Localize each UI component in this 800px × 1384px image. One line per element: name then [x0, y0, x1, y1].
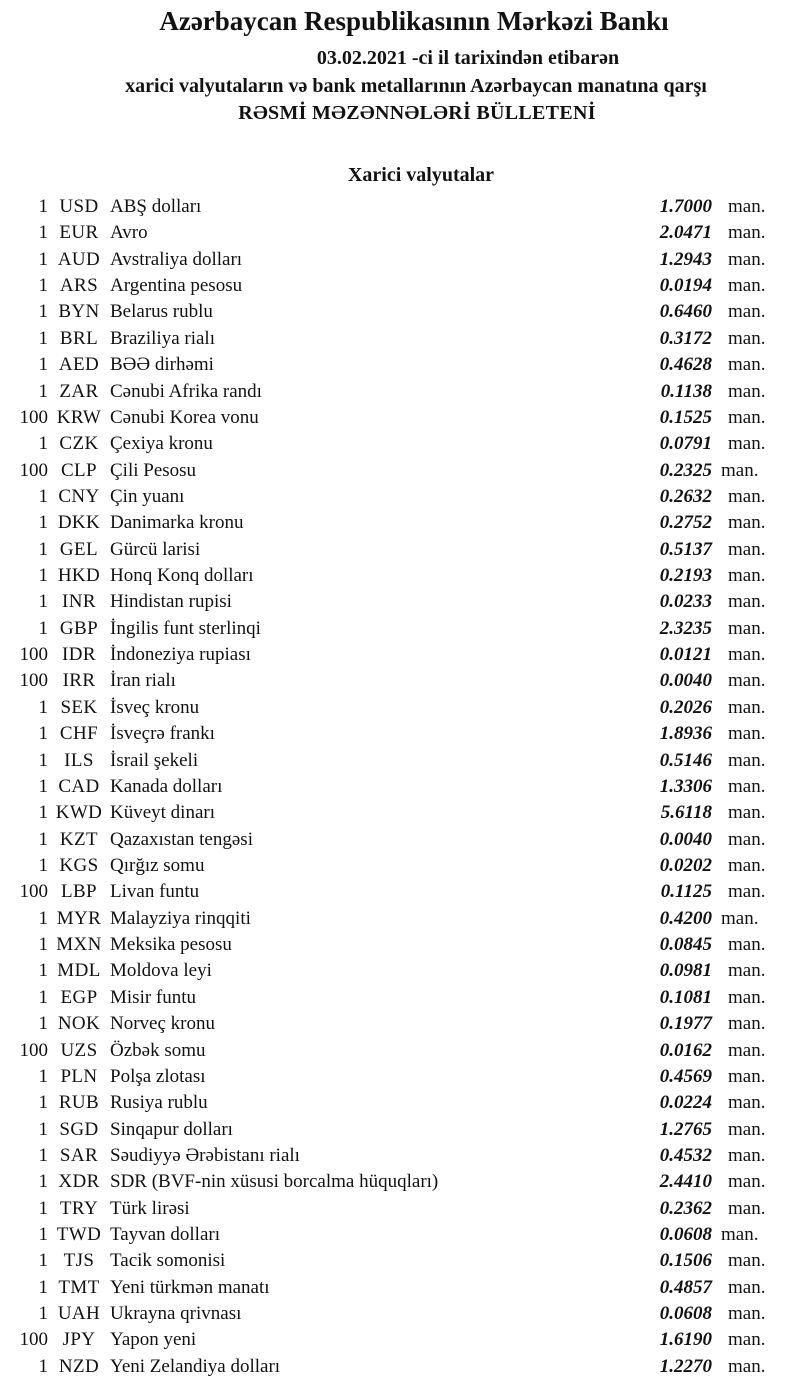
rate-cell: 0.2362 — [659, 1197, 712, 1219]
table-row — [0, 484, 771, 510]
unit-cell: man. — [728, 1303, 766, 1325]
unit-cell: man. — [728, 802, 766, 824]
unit-cell: man. — [721, 1224, 759, 1246]
table-row — [0, 906, 771, 932]
quantity-cell: 1 — [38, 222, 48, 244]
quantity-cell: 1 — [38, 275, 48, 297]
bulletin-header — [0, 0, 800, 127]
table-row — [0, 1011, 771, 1037]
quantity-cell: 1 — [38, 380, 48, 402]
quantity-cell: 1 — [38, 1013, 48, 1035]
unit-cell: man. — [728, 617, 766, 639]
quantity-cell: 100 — [19, 1039, 48, 1061]
currency-code-cell: BRL — [59, 327, 99, 349]
rate-cell: 0.0040 — [659, 828, 712, 850]
currency-name-cell: Çin yuanı — [110, 485, 185, 507]
rate-cell: 0.5146 — [659, 749, 712, 771]
currency-name-cell: Səudiyyə Ərəbistanı rialı — [110, 1144, 300, 1166]
unit-cell: man. — [728, 248, 766, 270]
currency-name-cell: Tayvan dolları — [110, 1224, 220, 1246]
unit-cell: man. — [728, 1355, 766, 1377]
unit-cell: man. — [728, 854, 766, 876]
unit-cell: man. — [728, 644, 766, 666]
quantity-cell: 1 — [38, 775, 48, 797]
currency-code-cell: EGP — [60, 986, 98, 1008]
table-row — [0, 985, 771, 1011]
table-row — [0, 458, 771, 484]
unit-cell: man. — [728, 1065, 766, 1087]
currency-code-cell: SAR — [59, 1144, 99, 1166]
unit-cell: man. — [728, 196, 766, 217]
table-row — [0, 1090, 771, 1116]
currency-name-cell: BƏƏ dirhəmi — [110, 354, 214, 376]
unit-cell: man. — [728, 749, 766, 771]
currency-name-cell: Avstraliya dolları — [110, 248, 243, 270]
unit-cell: man. — [728, 1276, 766, 1298]
quantity-cell: 1 — [38, 1224, 48, 1246]
unit-cell: man. — [728, 1118, 766, 1140]
currency-name-cell: Honq Konq dolları — [110, 565, 254, 587]
unit-cell: man. — [728, 670, 766, 692]
currency-code-cell: TWD — [56, 1224, 102, 1246]
currency-code-cell: AUD — [57, 248, 101, 270]
currency-code-cell: EUR — [59, 222, 99, 244]
table-row — [0, 1117, 771, 1143]
rate-cell: 0.4200 — [659, 907, 712, 929]
quantity-cell: 1 — [38, 854, 48, 876]
rate-cell: 0.0224 — [659, 1092, 712, 1114]
unit-cell: man. — [728, 512, 766, 534]
rate-cell: 0.6460 — [659, 301, 712, 323]
currency-name-cell: ABŞ dolları — [110, 196, 202, 217]
unit-cell: man. — [728, 934, 766, 956]
table-row — [0, 1143, 771, 1169]
currency-name-cell: Çili Pesosu — [110, 459, 197, 481]
currency-table — [0, 194, 800, 1380]
table-row — [0, 589, 771, 615]
rate-cell: 0.5137 — [659, 538, 712, 560]
currency-name-cell: Argentina pesosu — [110, 275, 243, 297]
quantity-cell: 1 — [38, 1303, 48, 1325]
currency-name-cell: Yapon yeni — [110, 1329, 197, 1351]
currency-name-cell: Cənubi Korea vonu — [110, 406, 259, 428]
quantity-cell: 1 — [38, 1092, 48, 1114]
currency-code-cell: TJS — [63, 1250, 95, 1272]
rate-cell: 2.0471 — [659, 222, 712, 244]
unit-cell: man. — [728, 1092, 766, 1114]
table-row — [0, 431, 771, 457]
table-row — [0, 1354, 771, 1380]
quantity-cell: 1 — [38, 723, 48, 745]
currency-name-cell: Sinqapur dolları — [110, 1118, 233, 1140]
table-row — [0, 1248, 771, 1274]
quantity-cell: 1 — [38, 617, 48, 639]
quantity-cell: 1 — [38, 907, 48, 929]
quantity-cell: 1 — [38, 196, 48, 217]
rate-cell: 0.0194 — [659, 275, 712, 297]
effective-date-line: 03.02.2021 -ci il tarixindən etibarən — [316, 47, 620, 69]
table-row — [0, 695, 771, 721]
unit-cell: man. — [721, 459, 759, 481]
currency-code-cell: UAH — [57, 1303, 101, 1325]
rate-cell: 0.4857 — [659, 1276, 712, 1298]
currency-name-cell: Çexiya kronu — [110, 433, 213, 455]
unit-cell: man. — [728, 380, 766, 402]
unit-cell: man. — [728, 986, 766, 1008]
quantity-cell: 1 — [38, 802, 48, 824]
currency-code-cell: GBP — [59, 617, 99, 639]
unit-cell: man. — [728, 538, 766, 560]
rate-cell: 0.0202 — [659, 854, 712, 876]
currency-code-cell: IRR — [62, 670, 96, 692]
unit-cell: man. — [728, 301, 766, 323]
table-row — [0, 616, 771, 642]
rate-cell: 0.3172 — [659, 327, 712, 349]
currency-name-cell: İsveçrə frankı — [110, 723, 215, 745]
currency-name-cell: Livan funtu — [110, 881, 200, 903]
rate-cell: 2.4410 — [659, 1171, 712, 1193]
currency-name-cell: Gürcü larisi — [110, 538, 201, 560]
currency-code-cell: KZT — [59, 828, 99, 850]
currency-code-cell: DKK — [57, 512, 101, 534]
quantity-cell: 1 — [38, 1250, 48, 1272]
table-row — [0, 932, 771, 958]
table-row — [0, 273, 771, 299]
currency-name-cell: Küveyt dinarı — [110, 802, 216, 824]
unit-cell: man. — [728, 485, 766, 507]
quantity-cell: 100 — [19, 406, 48, 428]
unit-cell: man. — [728, 327, 766, 349]
quantity-cell: 1 — [38, 512, 48, 534]
unit-cell: man. — [728, 354, 766, 376]
table-row — [0, 668, 771, 694]
currency-code-cell: LBP — [60, 881, 98, 903]
currency-name-cell: İngilis funt sterlinqi — [110, 617, 261, 639]
quantity-cell: 1 — [38, 696, 48, 718]
currency-name-cell: Hindistan rupisi — [110, 591, 232, 613]
unit-cell: man. — [728, 1039, 766, 1061]
rate-cell: 1.6190 — [659, 1329, 712, 1351]
table-row — [0, 220, 771, 246]
currency-code-cell: KWD — [55, 802, 103, 824]
rate-cell: 0.2193 — [659, 565, 712, 587]
unit-cell: man. — [728, 591, 766, 613]
table-row — [0, 379, 771, 405]
unit-cell: man. — [728, 275, 766, 297]
quantity-cell: 1 — [38, 433, 48, 455]
currency-code-cell: BYN — [58, 301, 100, 323]
table-row — [0, 1222, 771, 1248]
table-row — [0, 879, 771, 905]
currency-code-cell: CLP — [60, 459, 98, 481]
currency-code-cell: TMT — [58, 1276, 100, 1298]
quantity-cell: 1 — [38, 1144, 48, 1166]
rate-cell: 0.0040 — [659, 670, 712, 692]
currency-name-cell: Avro — [110, 222, 148, 244]
currency-name-cell: Belarus rublu — [110, 301, 213, 323]
quantity-cell: 1 — [38, 1197, 48, 1219]
currency-code-cell: MDL — [57, 960, 101, 982]
currency-name-cell: Meksika pesosu — [110, 934, 232, 956]
rate-cell: 0.4532 — [659, 1144, 712, 1166]
unit-cell: man. — [728, 1329, 766, 1351]
table-row — [0, 1301, 771, 1327]
currency-code-cell: CHF — [59, 723, 99, 745]
subtitle-line: xarici valyutaların və bank metallarının Azərbaycan manatına qarşı — [125, 75, 707, 97]
table-row — [0, 537, 771, 563]
rate-cell: 0.1081 — [659, 986, 712, 1008]
currency-name-cell: Özbək somu — [110, 1039, 206, 1061]
currency-code-cell: GEL — [59, 538, 99, 560]
currency-code-cell: ARS — [59, 275, 99, 297]
rate-cell: 0.1977 — [659, 1013, 712, 1035]
currency-name-cell: Malayziya rinqqiti — [110, 907, 251, 929]
unit-cell: man. — [728, 433, 766, 455]
quantity-cell: 1 — [38, 1118, 48, 1140]
currency-name-cell: Kanada dolları — [110, 775, 223, 797]
rate-cell: 2.3235 — [659, 617, 712, 639]
currency-name-cell: Ukrayna qrivnası — [110, 1303, 242, 1325]
rate-cell: 0.0608 — [659, 1224, 712, 1246]
quantity-cell: 1 — [38, 538, 48, 560]
currency-code-cell: CNY — [58, 485, 100, 507]
currency-name-cell: SDR (BVF-nin xüsusi borcalma hüquqları) — [110, 1171, 439, 1193]
rate-cell: 0.1506 — [659, 1250, 712, 1272]
table-row — [0, 774, 771, 800]
rate-cell: 0.0845 — [659, 934, 712, 956]
quantity-cell: 1 — [38, 354, 48, 376]
rate-cell: 1.8936 — [659, 723, 712, 745]
rate-cell: 1.2270 — [659, 1355, 712, 1377]
currency-name-cell: Tacik somonisi — [110, 1250, 226, 1272]
rate-cell: 0.0121 — [659, 644, 712, 666]
currency-code-cell: MYR — [56, 907, 102, 929]
currency-code-cell: SGD — [59, 1118, 99, 1140]
rate-cell: 0.0791 — [659, 433, 712, 455]
quantity-cell: 1 — [38, 934, 48, 956]
currency-code-cell: USD — [59, 196, 99, 217]
table-row — [0, 1064, 771, 1090]
quantity-cell: 1 — [38, 960, 48, 982]
quantity-cell: 1 — [38, 248, 48, 270]
quantity-cell: 1 — [38, 301, 48, 323]
table-row — [0, 405, 771, 431]
currency-code-cell: CAD — [58, 775, 100, 797]
table-row — [0, 563, 771, 589]
currency-name-cell: İsveç kronu — [110, 696, 200, 718]
quantity-cell: 1 — [38, 1065, 48, 1087]
rate-cell: 1.2765 — [659, 1118, 712, 1140]
currency-code-cell: ILS — [64, 749, 94, 771]
unit-cell: man. — [728, 1013, 766, 1035]
currency-code-cell: CZK — [59, 433, 99, 455]
currency-code-cell: ZAR — [59, 380, 99, 402]
quantity-cell: 100 — [19, 459, 48, 481]
rate-cell: 0.1525 — [659, 406, 712, 428]
currency-name-cell: Qırğız somu — [110, 854, 205, 876]
unit-cell: man. — [728, 775, 766, 797]
rate-cell: 1.7000 — [659, 196, 712, 217]
quantity-cell: 100 — [19, 1329, 48, 1351]
section-title: Xarici valyutalar — [347, 164, 495, 186]
currency-code-cell: KGS — [59, 854, 99, 876]
quantity-cell: 1 — [38, 565, 48, 587]
rate-cell: 1.3306 — [659, 775, 712, 797]
unit-cell: man. — [728, 696, 766, 718]
currency-name-cell: Norveç kronu — [110, 1013, 215, 1035]
table-row — [0, 827, 771, 853]
rate-cell: 0.2325 — [659, 459, 712, 481]
rate-cell: 0.0233 — [659, 591, 712, 613]
currency-name-cell: Yeni türkmən manatı — [110, 1276, 270, 1298]
quantity-cell: 1 — [38, 1276, 48, 1298]
currency-name-cell: Türk lirəsi — [110, 1197, 190, 1219]
quantity-cell: 100 — [19, 881, 48, 903]
rate-cell: 5.6118 — [660, 802, 712, 824]
rate-cell: 0.0162 — [659, 1039, 712, 1061]
unit-cell: man. — [728, 565, 766, 587]
currency-code-cell: XDR — [58, 1171, 100, 1193]
currency-code-cell: INR — [62, 591, 96, 613]
table-row — [0, 1327, 771, 1353]
unit-cell: man. — [728, 1197, 766, 1219]
currency-code-cell: AED — [58, 354, 100, 376]
table-row — [0, 326, 771, 352]
unit-cell: man. — [721, 907, 759, 929]
currency-code-cell: NOK — [57, 1013, 101, 1035]
table-row — [0, 721, 771, 747]
currency-code-cell: TRY — [59, 1197, 99, 1219]
table-row — [0, 1038, 771, 1064]
table-row — [0, 748, 771, 774]
table-row — [0, 853, 771, 879]
table-row — [0, 1169, 771, 1195]
currency-name-cell: Braziliya rialı — [110, 327, 215, 349]
quantity-cell: 1 — [38, 828, 48, 850]
rate-cell: 0.4569 — [659, 1065, 712, 1087]
unit-cell: man. — [728, 1171, 766, 1193]
currency-name-cell: Rusiya rublu — [110, 1092, 208, 1114]
rate-cell: 0.0981 — [659, 960, 712, 982]
unit-cell: man. — [728, 828, 766, 850]
table-row — [0, 194, 771, 220]
quantity-cell: 1 — [38, 1171, 48, 1193]
bulletin-title-line: RƏSMİ MƏZƏNNƏLƏRİ BÜLLETENİ — [238, 102, 596, 124]
quantity-cell: 1 — [38, 591, 48, 613]
table-row — [0, 352, 771, 378]
rate-cell: 0.2026 — [659, 696, 712, 718]
quantity-cell: 1 — [38, 986, 48, 1008]
rate-cell: 0.1138 — [660, 380, 712, 402]
currency-code-cell: PLN — [60, 1065, 98, 1087]
currency-name-cell: Moldova leyi — [110, 960, 212, 982]
currency-code-cell: NZD — [58, 1355, 100, 1377]
table-row — [0, 299, 771, 325]
currency-name-cell: Yeni Zelandiya dolları — [110, 1355, 281, 1377]
table-row — [0, 642, 771, 668]
bank-title: Azərbaycan Respublikasının Mərkəzi Bankı — [159, 6, 669, 36]
rate-cell: 0.1125 — [660, 881, 712, 903]
table-row — [0, 510, 771, 536]
quantity-cell: 1 — [38, 749, 48, 771]
currency-name-cell: Polşa zlotası — [110, 1065, 206, 1087]
quantity-cell: 1 — [38, 485, 48, 507]
unit-cell: man. — [728, 881, 766, 903]
quantity-cell: 1 — [38, 327, 48, 349]
rate-cell: 1.2943 — [659, 248, 712, 270]
table-row — [0, 800, 771, 826]
currency-name-cell: Cənubi Afrika randı — [110, 380, 262, 402]
currency-name-cell: İran rialı — [110, 670, 176, 692]
table-row — [0, 1196, 771, 1222]
quantity-cell: 100 — [19, 644, 48, 666]
currency-code-cell: SEK — [60, 696, 98, 718]
currency-code-cell: IDR — [62, 644, 96, 666]
unit-cell: man. — [728, 222, 766, 244]
currency-name-cell: Misir funtu — [110, 986, 197, 1008]
rate-cell: 0.0608 — [659, 1303, 712, 1325]
currency-code-cell: MXN — [56, 934, 102, 956]
currency-code-cell: RUB — [58, 1092, 100, 1114]
table-row — [0, 247, 771, 273]
quantity-cell: 100 — [19, 670, 48, 692]
rate-cell: 0.2752 — [659, 512, 712, 534]
unit-cell: man. — [728, 1250, 766, 1272]
unit-cell: man. — [728, 1144, 766, 1166]
quantity-cell: 1 — [38, 1355, 48, 1377]
unit-cell: man. — [728, 406, 766, 428]
currency-code-cell: HKD — [57, 565, 101, 587]
unit-cell: man. — [728, 960, 766, 982]
currency-name-cell: İsrail şekeli — [110, 749, 199, 771]
currency-code-cell: UZS — [60, 1039, 98, 1061]
unit-cell: man. — [728, 723, 766, 745]
table-row — [0, 1275, 771, 1301]
currency-name-cell: Danimarka kronu — [110, 512, 244, 534]
table-row — [0, 958, 771, 984]
currency-code-cell: KRW — [56, 406, 102, 428]
rate-cell: 0.2632 — [659, 485, 712, 507]
currency-name-cell: İndoneziya rupiası — [110, 644, 251, 666]
currency-name-cell: Qazaxıstan tengəsi — [110, 828, 253, 850]
currency-code-cell: JPY — [62, 1329, 96, 1351]
rate-cell: 0.4628 — [659, 354, 712, 376]
